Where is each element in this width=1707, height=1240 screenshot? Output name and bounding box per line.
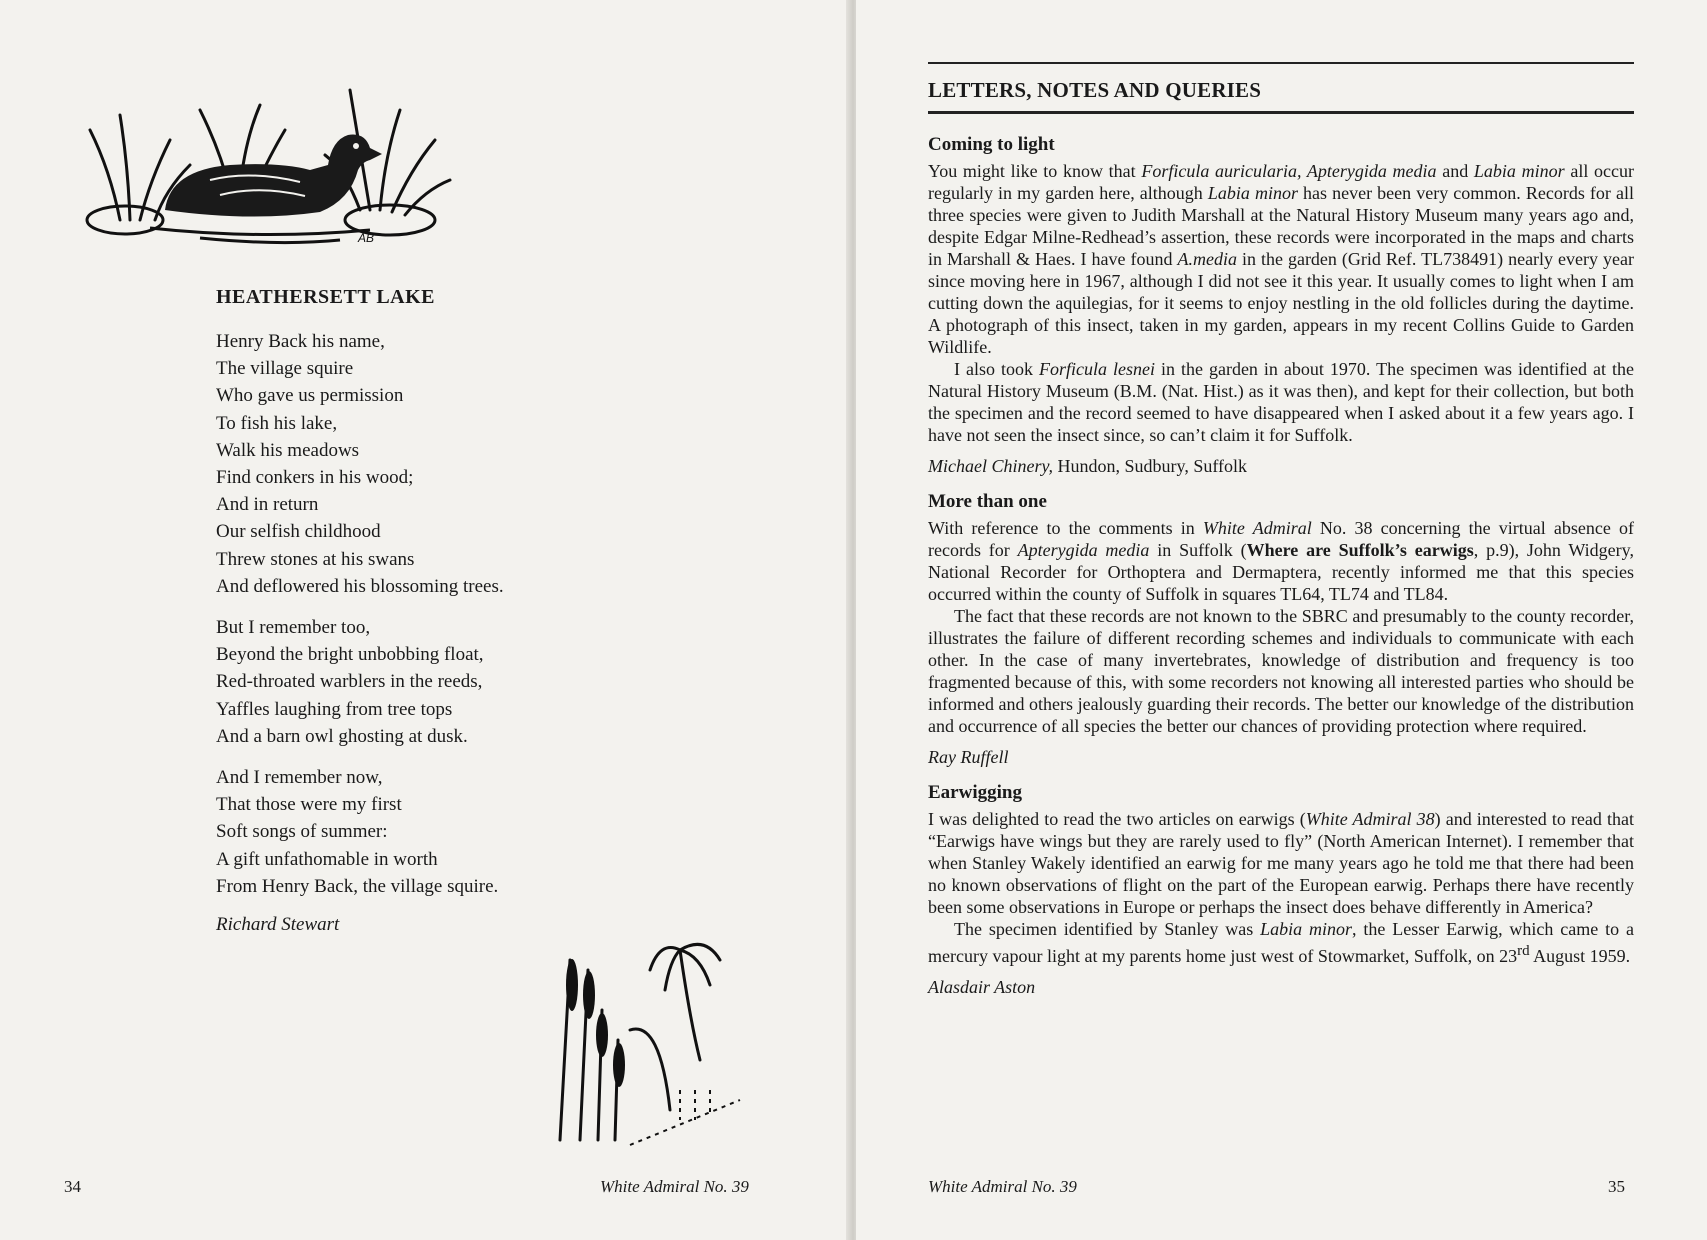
poem-line: Who gave us permission [216,385,404,407]
poem-line: And in return [216,494,319,516]
item3-paragraph-2: The specimen identified by Stanley was Labia minor, the Lesser Earwig, which came to a mercury vapour light at my parents home just west of Stowmarket, Suffolk, on 23rd August 1959. [928,919,1634,966]
running-footer: White Admiral No. 39 [600,1177,749,1196]
poem-title: HEATHERSETT LAKE [216,286,435,308]
poem-line: Henry Back his name, [216,331,385,352]
poem-line: The village squire [216,358,354,380]
item1-signature: Michael Chinery, Hundon, Sudbury, Suffolk [928,456,1247,476]
poem-line: Red-throated warblers in the reeds, [216,671,483,693]
poem-line: To fish his lake, [216,412,338,434]
poem-line: Walk his meadows [216,439,360,461]
poem-line: Beyond the bright unbobbing float, [216,644,484,666]
poem-line: Threw stones at his swans [216,548,415,570]
item3-signature: Alasdair Aston [928,977,1036,997]
poem-line: And deflowered his blossoming trees. [216,575,504,597]
poem-line: That those were my first [216,794,402,816]
header-rule-bottom [928,111,1634,114]
item3-paragraph-1: I was delighted to read the two articles on earwigs (White Admiral 38) and interested to read that “Earwigs have wings but they are rarely used to fly” (North American Internet). I remember that when Stanley Wakely identified an earwig for me many years ago he told me that there had been no known observations of flight on the part of the European earwig. Perhaps there have recently been some observations in Europe or perhaps the insect does behave differently in America? [928,809,1634,917]
poem-line: Yaffles laughing from tree tops [216,698,453,720]
poem-line: From Henry Back, the village squire. [216,875,499,897]
poem-line: But I remember too, [216,617,371,639]
duck-illustration [80,70,460,245]
item-heading-earwigging: Earwigging [928,782,1022,803]
stanza-3 [216,764,504,900]
right-page [856,0,1707,1240]
poem-author: Richard Stewart [216,914,340,935]
poem-body [216,328,504,914]
letters-section [928,62,1634,1012]
item2-paragraph-1: With reference to the comments in White Admiral No. 38 concerning the virtual absence of records for Apterygida media in Suffolk (Where are Suffolk’s earwigs, p.9), John Widgery, National Recorder for Orthoptera and Dermaptera, recently informed me that this species occurred within the county of Suffolk in squares TL64, TL74 and TL84. [928,518,1634,604]
stanza-2 [216,614,504,750]
stanza-1 [216,328,504,600]
item-heading-coming-to-light: Coming to light [928,134,1055,155]
item2-signature: Ray Ruffell [928,747,1009,767]
poem-line: And a barn owl ghosting at dusk. [216,725,468,747]
item1-paragraph-1: You might like to know that Forficula auricularia, Apterygida media and Labia minor all occur regularly in my garden here, although Labia minor has never been very common. Records for all three species were given to Judith Marshall at the Natural History Museum many years ago and, despite Edgar Milne-Redhead’s assertion, these records were incorporated in the maps and charts in Marshall & Haes. I have found A.media in the garden (Grid Ref. TL738491) nearly every year since moving here in 1967, although I did not see it this year. It usually comes to light when I am cutting down the aquilegias, for it seems to enjoy nestling in the old follicles during the daytime. A photograph of this insect, taken in my garden, appears in my recent Collins Guide to Garden Wildlife. [928,161,1634,357]
left-page [0,0,850,1240]
running-footer: White Admiral No. 39 [928,1177,1077,1196]
poem-line: Soft songs of summer: [216,821,388,843]
page-number: 34 [64,1177,81,1196]
item2-paragraph-2: The fact that these records are not known to the SBRC and presumably to the county recorder, illustrates the failure of different recording schemes and individuals to communicate with each other. In the case of many invertebrates, knowledge of distribution and frequency is too fragmented because of this, with some recorders not knowing all interested parties who should be informed and others jealously guarding their records. The better our knowledge of the distribution and occurrence of all species the better our chances of providing protection where required. [928,606,1634,736]
item1-paragraph-2: I also took Forficula lesnei in the garden in about 1970. The specimen was identified at the Natural History Museum (B.M. (Nat. Hist.) as it was then), and kept for their collection, but both the specimen and the record seemed to have disappeared when I asked about it a few years ago. I have not seen the insect since, so can’t claim it for Suffolk. [928,359,1634,445]
bulrush-illustration [540,930,760,1150]
poem-line: A gift unfathomable in worth [216,848,438,870]
item-heading-more-than-one: More than one [928,491,1047,512]
poem-line: And I remember now, [216,767,383,789]
illustration-initials: AB [358,231,375,245]
page-number: 35 [1608,1177,1625,1196]
section-title: LETTERS, NOTES AND QUERIES [928,78,1262,102]
poem-line: Find conkers in his wood; [216,467,414,489]
poem-line: Our selfish childhood [216,521,381,543]
